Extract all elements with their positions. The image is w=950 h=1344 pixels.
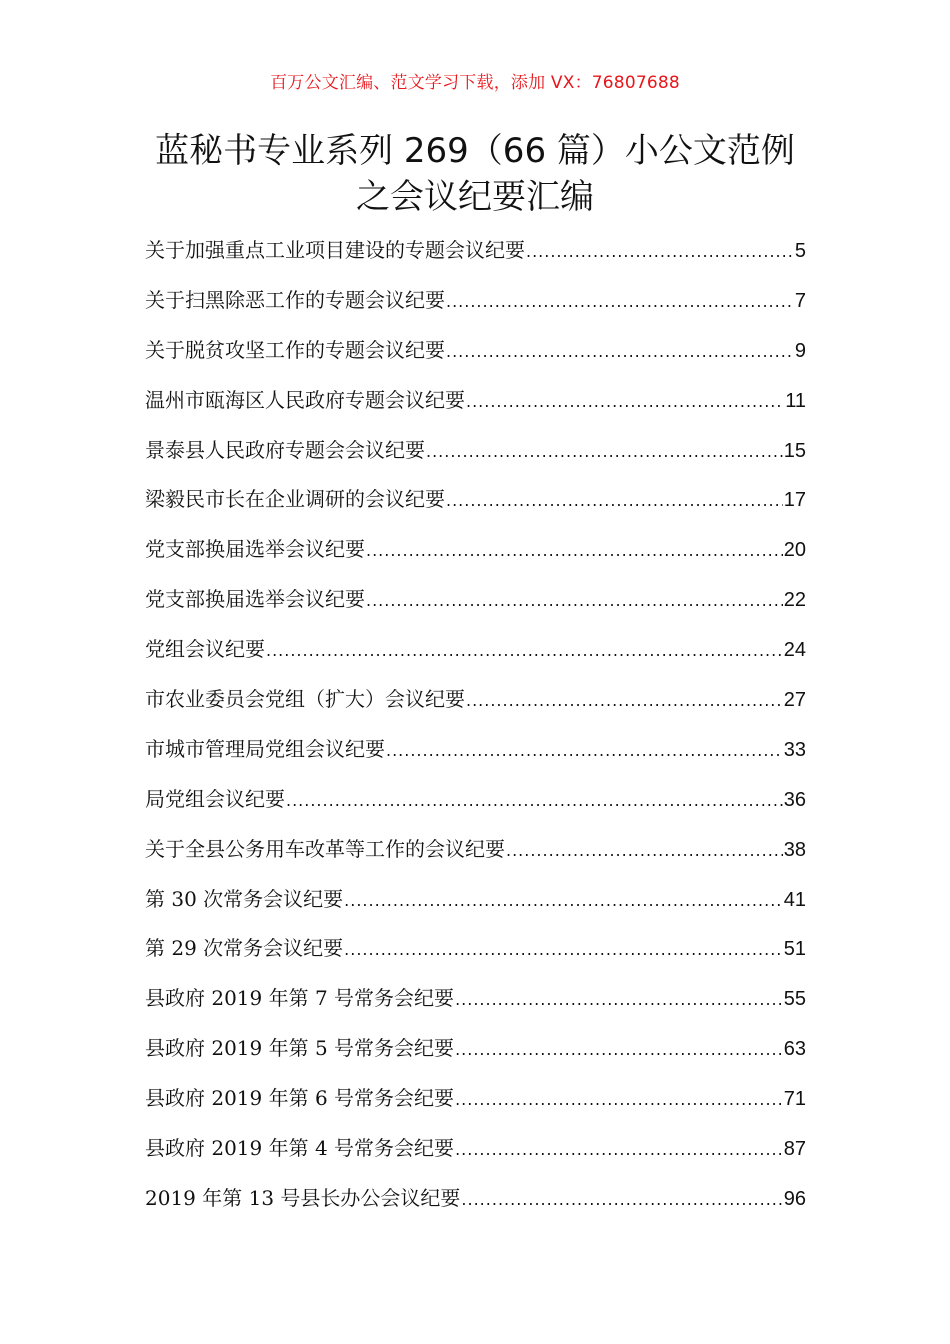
toc-item-page: 38 [783, 838, 806, 861]
toc-item[interactable] [145, 775, 806, 825]
toc-item[interactable] [145, 725, 806, 775]
toc-item-title: 关于加强重点工业项目建设的专题会议纪要 [145, 238, 525, 262]
toc-item-page: 71 [783, 1088, 806, 1111]
toc-item[interactable] [145, 825, 806, 875]
toc-item-title: 关于扫黑除恶工作的专题会议纪要 [145, 287, 445, 312]
toc-item-title: 第 30 次常务会议纪要 [145, 886, 344, 911]
toc-leader [446, 476, 783, 526]
toc-leader [466, 676, 783, 726]
toc-item[interactable] [145, 1174, 806, 1224]
toc-item-page: 11 [785, 389, 806, 412]
toc-item-page: 24 [783, 639, 806, 662]
toc-item-page: 17 [783, 489, 806, 512]
toc-item[interactable] [145, 1024, 806, 1074]
toc-item[interactable] [145, 924, 806, 974]
toc-item-title: 县政府 2019 年第 7 号常务会纪要 [145, 986, 455, 1011]
toc-leader [466, 377, 784, 427]
toc-item-page: 55 [783, 988, 806, 1011]
toc-item[interactable] [145, 1074, 806, 1124]
toc-leader [386, 726, 783, 776]
toc-item-page: 22 [783, 589, 806, 612]
toc-item[interactable] [145, 326, 806, 376]
toc-item-title: 关于脱贫攻坚工作的专题会议纪要 [145, 337, 445, 362]
toc-leader [506, 826, 783, 876]
toc-item-page: 5 [794, 240, 806, 262]
toc-leader [446, 327, 794, 377]
toc-item-title: 县政府 2019 年第 6 号常务会纪要 [145, 1086, 455, 1111]
toc-item[interactable] [145, 475, 806, 525]
toc-item-title: 市农业委员会党组（扩大）会议纪要 [145, 687, 465, 712]
toc-item[interactable] [145, 575, 806, 625]
toc-leader [526, 227, 794, 277]
toc-item-title: 温州市瓯海区人民政府专题会议纪要 [145, 387, 465, 412]
toc-item-page: 96 [783, 1187, 806, 1210]
toc-item-page: 9 [794, 339, 806, 362]
toc-item-title: 党支部换届选举会议纪要 [145, 537, 365, 562]
toc-item[interactable] [145, 675, 806, 725]
toc-leader [344, 925, 783, 975]
toc-item-title: 市城市管理局党组会议纪要 [145, 736, 385, 761]
toc-item[interactable] [145, 226, 806, 276]
toc-item[interactable] [145, 376, 806, 426]
document-title: 蓝秘书专业系列 269（66 篇）小公文范例之会议纪要汇编 [155, 131, 795, 217]
toc-item-title: 党组会议纪要 [145, 637, 265, 662]
header-note: 百万公文汇编、范文学习下载，添加 VX：76807688 [270, 73, 680, 93]
toc-item-page: 15 [783, 439, 806, 462]
toc-item-title: 县政府 2019 年第 4 号常务会纪要 [145, 1136, 455, 1161]
toc-item-title: 党支部换届选举会议纪要 [145, 587, 365, 612]
toc-item-page: 20 [783, 539, 806, 562]
toc-item[interactable] [145, 625, 806, 675]
toc-item[interactable] [145, 875, 806, 925]
toc-item-page: 33 [783, 738, 806, 761]
toc-leader [426, 427, 783, 477]
toc-item-page: 7 [794, 289, 806, 312]
toc-item[interactable] [145, 426, 806, 476]
toc-item-title: 局党组会议纪要 [145, 786, 285, 811]
toc-item-page: 36 [783, 788, 806, 811]
toc-item-page: 87 [783, 1138, 806, 1161]
toc-leader [366, 576, 783, 626]
toc-item[interactable] [145, 1124, 806, 1174]
toc-leader [344, 876, 783, 926]
toc-item-title: 关于全县公务用车改革等工作的会议纪要 [145, 836, 505, 861]
toc-leader [266, 626, 783, 676]
toc-item[interactable] [145, 974, 806, 1024]
toc-item-title: 县政府 2019 年第 5 号常务会纪要 [145, 1036, 455, 1061]
toc-leader [455, 975, 783, 1025]
toc-item-page: 27 [783, 689, 806, 712]
toc-leader [455, 1075, 783, 1125]
table-of-contents [145, 226, 806, 1224]
toc-leader [286, 776, 783, 826]
toc-item-page: 41 [783, 888, 806, 911]
toc-item-title: 第 29 次常务会议纪要 [145, 936, 344, 961]
toc-item[interactable] [145, 525, 806, 575]
toc-item-title: 2019 年第 13 号县长办公会议纪要 [145, 1185, 461, 1210]
toc-leader [366, 526, 783, 576]
toc-item-title: 梁毅民市长在企业调研的会议纪要 [145, 487, 445, 512]
toc-leader [446, 277, 794, 327]
toc-leader [455, 1125, 783, 1175]
toc-leader [455, 1025, 783, 1075]
toc-item-page: 51 [783, 938, 806, 961]
toc-item-title: 景泰县人民政府专题会会议纪要 [145, 437, 425, 462]
toc-item-page: 63 [783, 1038, 806, 1061]
toc-leader [461, 1175, 782, 1225]
toc-item[interactable] [145, 276, 806, 326]
